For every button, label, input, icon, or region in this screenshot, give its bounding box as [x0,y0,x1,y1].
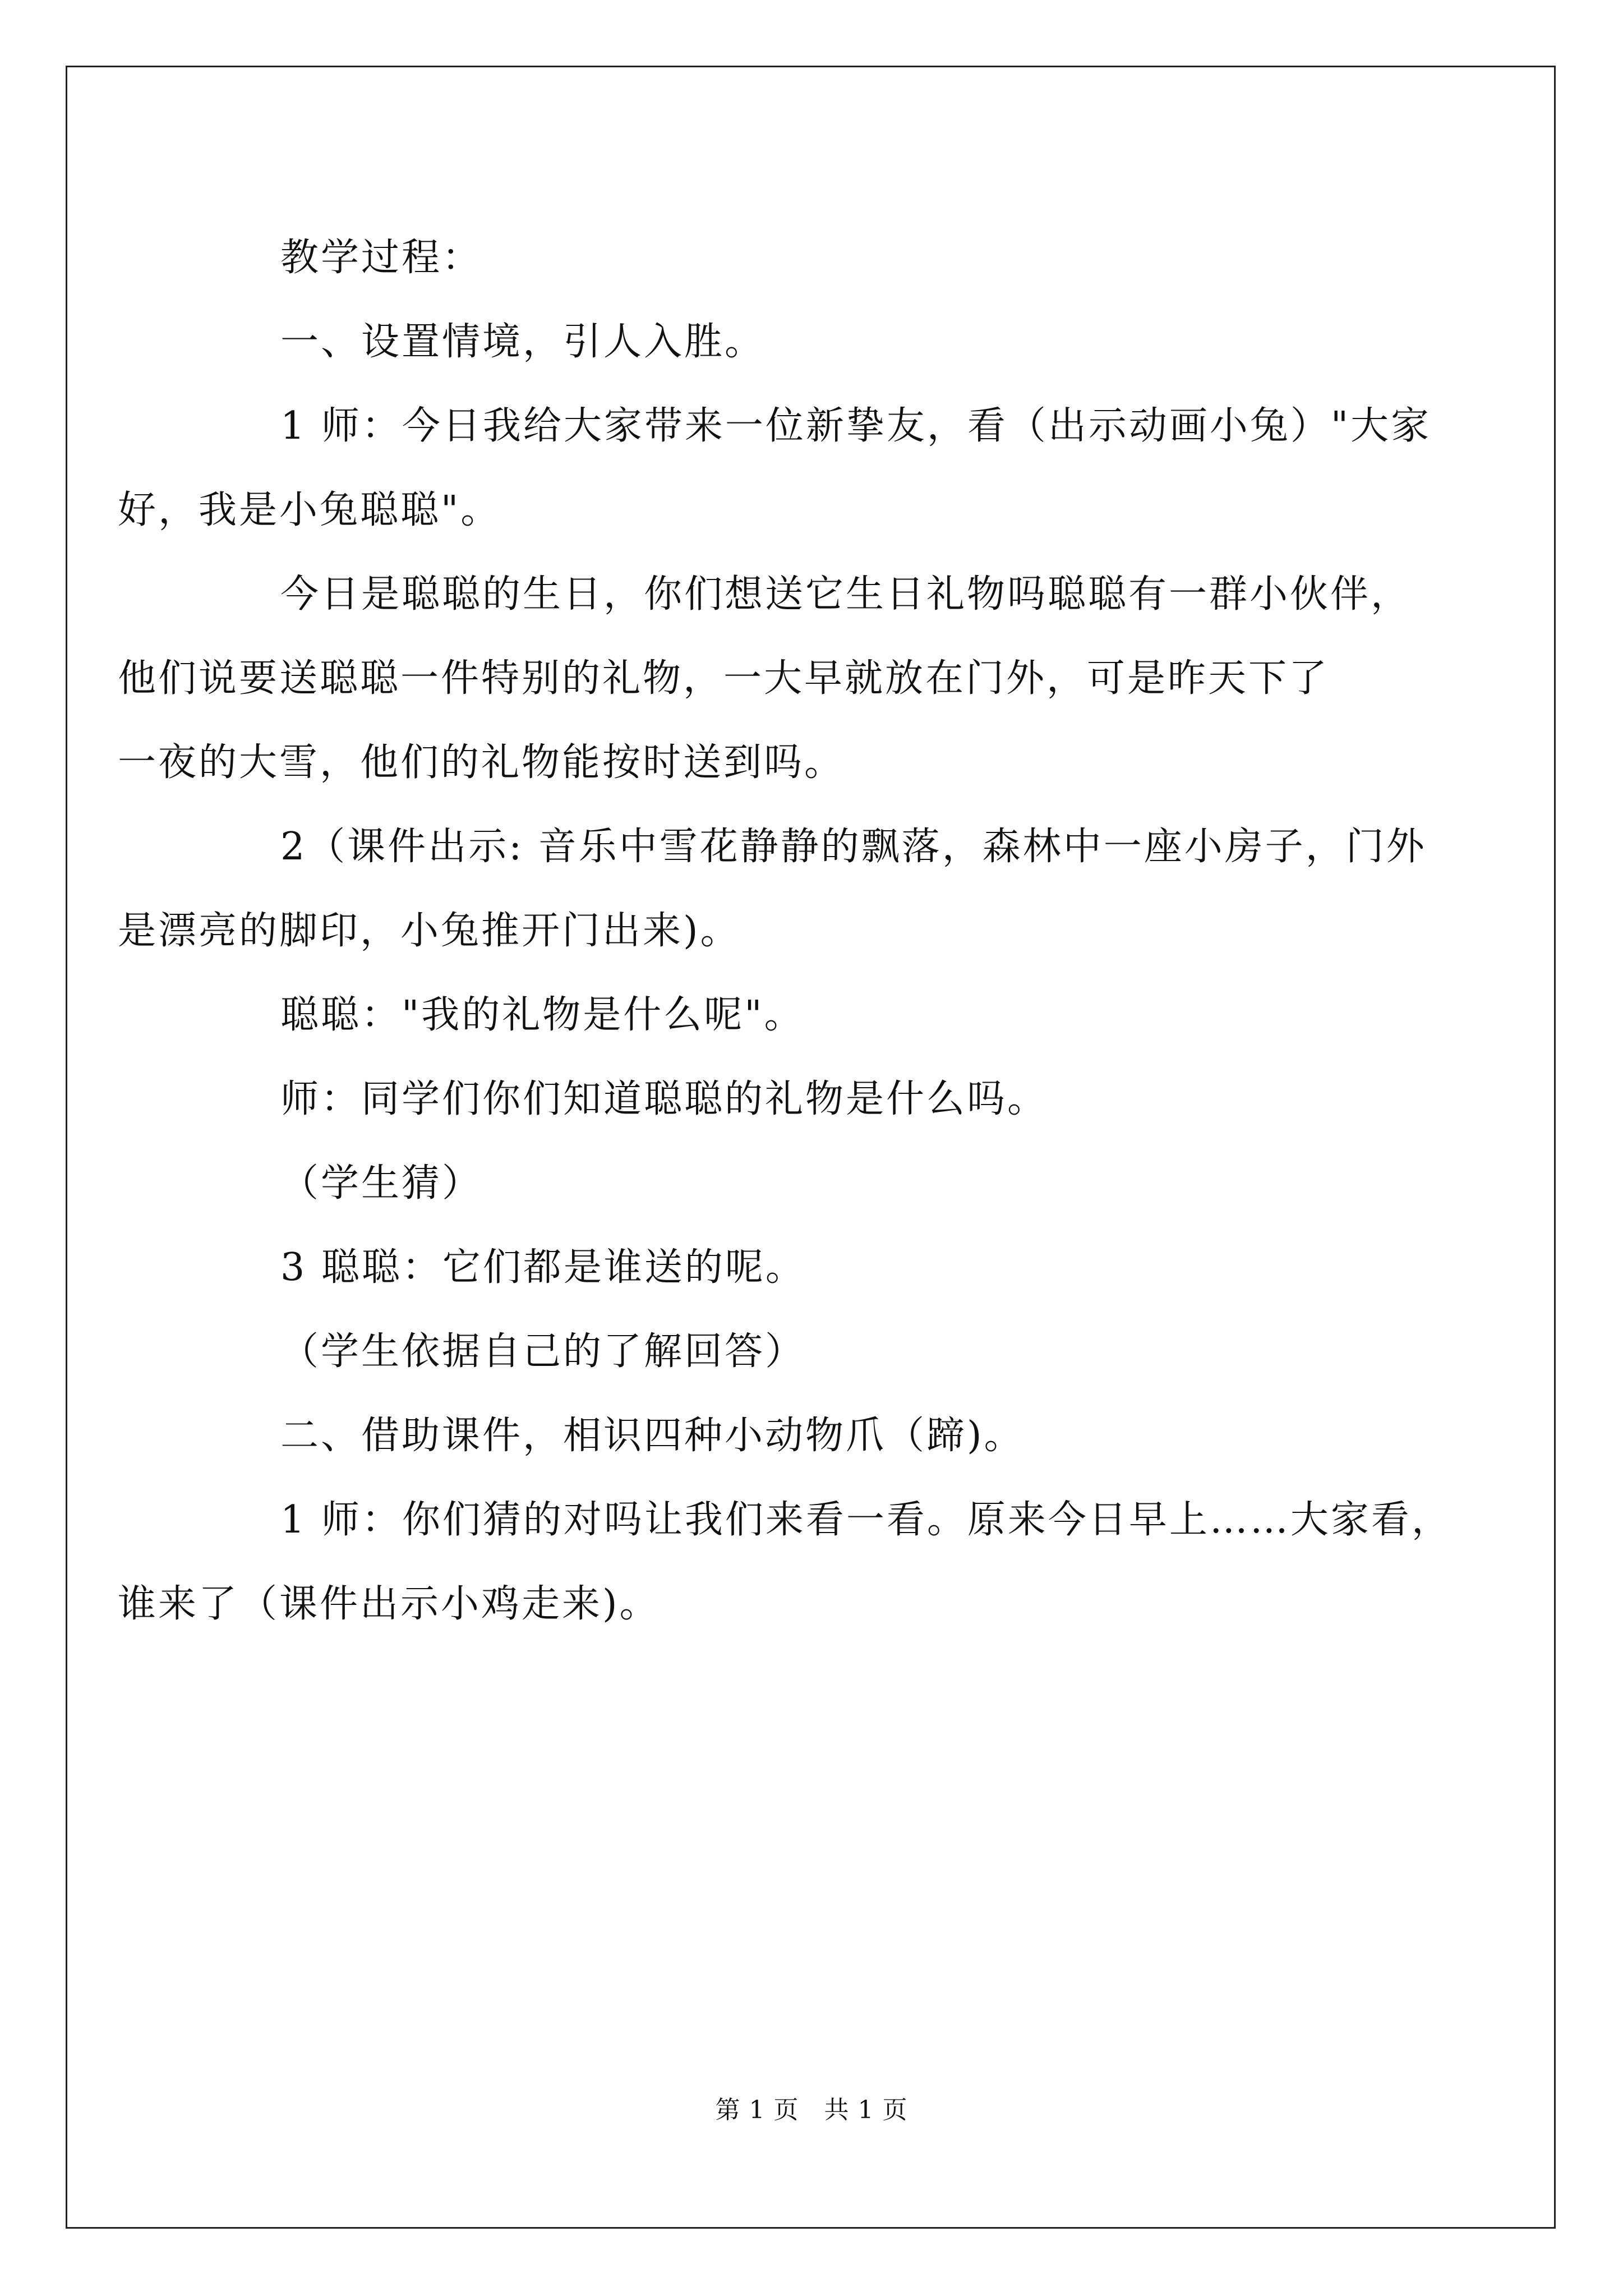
paragraph: 师：同学们你们知道聪聪的礼物是什么吗。 [280,1077,1048,1121]
paragraph-section-one: 一、设置情境，引人入胜。 [280,320,766,364]
paragraph: 1 师：你们猜的对吗让我们来看一看。原来今日早上……大家看， 谁来了（课件出示小鸡走来)。 [118,1498,1452,1626]
page-number: 第 1 页 [715,2096,799,2124]
paragraph: （学生依据自己的了解回答） [280,1329,806,1374]
paragraph: 今日是聪聪的生日，你们想送它生日礼物吗聪聪有一群小伙伴， 他们说要送聪聪一件特别的礼物，一大早就放在门外，可是昨天下了 一夜的大雪，他们的礼物能按时送到吗。 [118,572,1412,785]
paragraph: 聪聪："我的礼物是什么呢"。 [280,993,805,1037]
paragraph: 3 聪聪：它们都是谁送的呢。 [280,1245,806,1290]
paragraph: 2（课件出示: 音乐中雪花静静的飘落，森林中一座小房子，门外 是漂亮的脚印，小兔推开门出来)。 [118,825,1427,953]
paragraph: （学生猜） [280,1161,483,1205]
paragraph-section-two: 二、借助课件，相识四种小动物爪（蹄)。 [280,1414,1025,1458]
paragraph-heading: 教学过程： [280,236,483,280]
paragraph: 1 师：今日我给大家带来一位新挚友，看（出示动画小兔）"大家 好，我是小兔聪聪"。 [118,404,1432,532]
document-body [118,216,1461,1646]
page-footer [0,2090,1623,2125]
page-total: 共 1 页 [824,2096,908,2124]
